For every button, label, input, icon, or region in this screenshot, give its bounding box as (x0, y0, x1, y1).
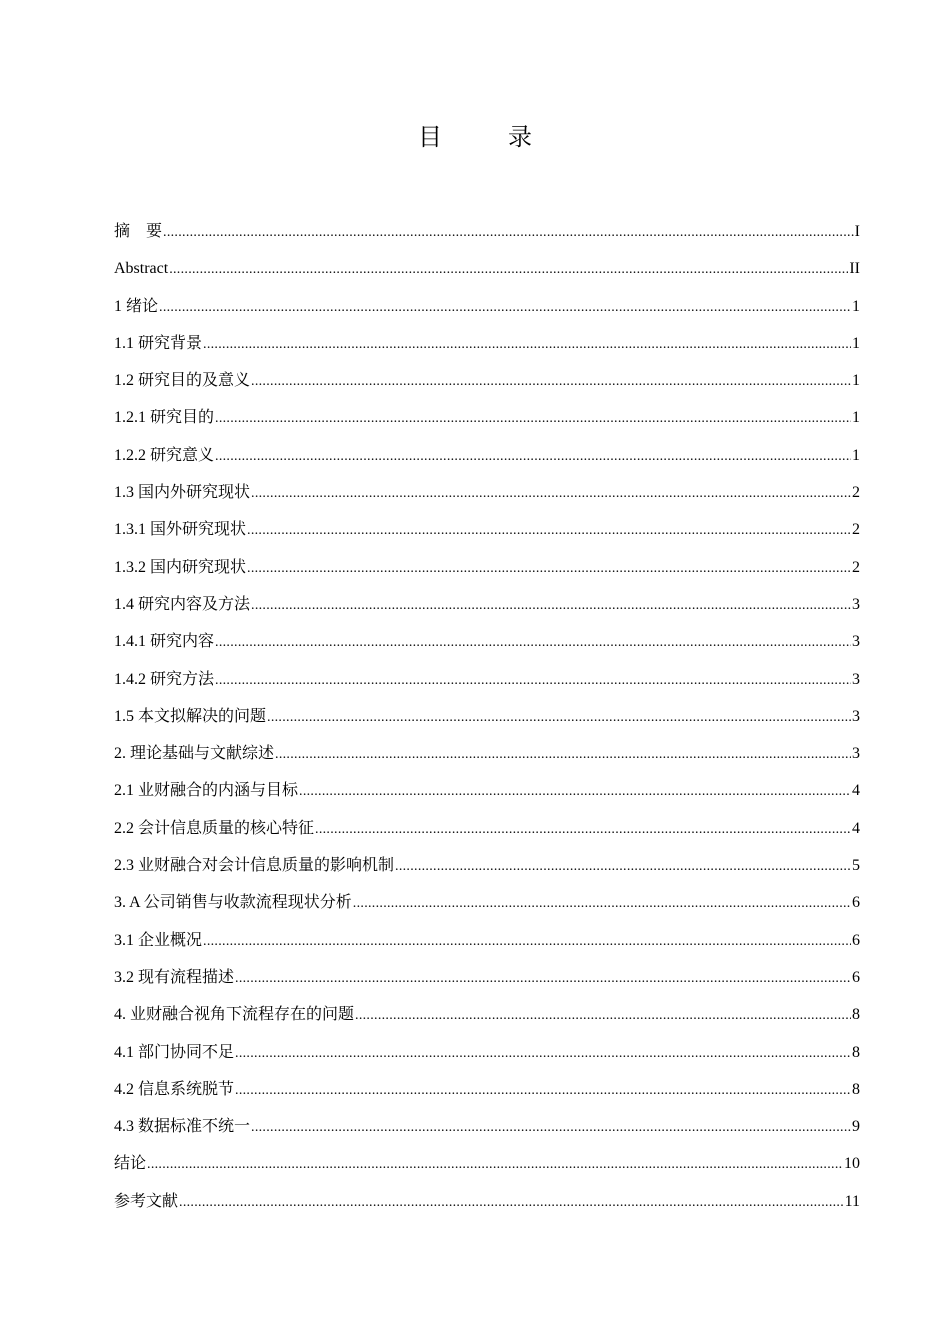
toc-entry-page-number: 6 (852, 894, 860, 912)
toc-entry[interactable] (114, 847, 860, 884)
toc-entry[interactable] (114, 959, 860, 996)
toc-entry[interactable] (114, 213, 860, 250)
toc-entry-page-number: 9 (852, 1118, 860, 1136)
toc-leader-dots (251, 362, 851, 400)
toc-entry-label: 4.2 信息系统脱节 (114, 1080, 235, 1098)
toc-entry-label: Abstract (114, 260, 169, 278)
toc-entry-page-number: 1 (852, 409, 860, 427)
toc-leader-dots (169, 250, 848, 288)
toc-entry-label: 2.2 会计信息质量的核心特征 (114, 819, 315, 837)
toc-entry[interactable] (114, 1183, 860, 1220)
toc-entry-label: 4.1 部门协同不足 (114, 1043, 235, 1061)
toc-entry-page-number: 3 (852, 745, 860, 763)
toc-leader-dots (215, 399, 851, 437)
toc-leader-dots (203, 922, 851, 960)
toc-entry-label: 1 绪论 (114, 297, 159, 315)
toc-entry[interactable] (114, 735, 860, 772)
toc-leader-dots (203, 325, 851, 363)
toc-entry[interactable] (114, 996, 860, 1033)
toc-entry-label: 参考文献 (114, 1192, 179, 1210)
toc-leader-dots (355, 996, 851, 1034)
toc-entry[interactable] (114, 549, 860, 586)
toc-entry-page-number: 3 (852, 595, 860, 613)
toc-entry-page-number: 8 (852, 1006, 860, 1024)
table-of-contents (114, 213, 860, 1220)
toc-entry-page-number: 5 (852, 857, 860, 875)
toc-entry-label: 1.2 研究目的及意义 (114, 372, 251, 390)
toc-leader-dots (267, 698, 851, 736)
toc-entry[interactable] (114, 698, 860, 735)
toc-entry-label: 2. 理论基础与文献综述 (114, 745, 275, 763)
toc-entry-label: 1.3.2 国内研究现状 (114, 558, 247, 576)
toc-entry-label: 结论 (114, 1155, 147, 1173)
toc-entry[interactable] (114, 1145, 860, 1182)
toc-entry[interactable] (114, 437, 860, 474)
toc-leader-dots (247, 511, 851, 549)
toc-entry[interactable] (114, 250, 860, 287)
toc-leader-dots (163, 213, 854, 251)
toc-entry-label: 1.4.2 研究方法 (114, 670, 215, 688)
toc-entry[interactable] (114, 288, 860, 325)
toc-leader-dots (251, 586, 851, 624)
toc-entry[interactable] (114, 1108, 860, 1145)
toc-leader-dots (247, 549, 851, 587)
toc-leader-dots (215, 623, 851, 661)
toc-entry-page-number: 11 (844, 1192, 860, 1210)
toc-leader-dots (215, 437, 851, 475)
toc-entry-label: 1.1 研究背景 (114, 334, 203, 352)
toc-entry-label: 1.2.2 研究意义 (114, 446, 215, 464)
toc-leader-dots (299, 772, 851, 810)
toc-entry[interactable] (114, 922, 860, 959)
toc-entry-label: 4. 业财融合视角下流程存在的问题 (114, 1006, 355, 1024)
toc-entry[interactable] (114, 586, 860, 623)
toc-leader-dots (235, 1034, 851, 1072)
toc-entry[interactable] (114, 362, 860, 399)
toc-leader-dots (215, 661, 851, 699)
toc-leader-dots (179, 1183, 844, 1221)
toc-entry-page-number: 1 (852, 446, 860, 464)
toc-entry[interactable] (114, 1034, 860, 1071)
toc-entry[interactable] (114, 399, 860, 436)
toc-entry[interactable] (114, 661, 860, 698)
toc-entry[interactable] (114, 772, 860, 809)
toc-entry-label: 4.3 数据标准不统一 (114, 1118, 251, 1136)
toc-entry-page-number: 3 (852, 670, 860, 688)
toc-entry-page-number: 4 (852, 782, 860, 800)
toc-leader-dots (395, 847, 851, 885)
toc-entry-label: 1.4 研究内容及方法 (114, 595, 251, 613)
toc-leader-dots (147, 1145, 843, 1183)
toc-leader-dots (315, 810, 851, 848)
toc-entry-page-number: 3 (852, 633, 860, 651)
page-title: 目 录 (418, 125, 562, 151)
toc-entry-page-number: 10 (844, 1155, 860, 1173)
toc-entry[interactable] (114, 511, 860, 548)
toc-entry-label: 2.1 业财融合的内涵与目标 (114, 782, 299, 800)
toc-entry-label: 3. A 公司销售与收款流程现状分析 (114, 894, 352, 912)
toc-entry-page-number: 1 (852, 297, 860, 315)
toc-entry-page-number: I (854, 223, 860, 240)
toc-entry-page-number: 6 (852, 931, 860, 949)
toc-entry[interactable] (114, 623, 860, 660)
toc-entry-page-number: 8 (852, 1043, 860, 1061)
toc-leader-dots (235, 1071, 851, 1109)
toc-leader-dots (275, 735, 851, 773)
toc-entry-page-number: 1 (852, 372, 860, 390)
toc-entry-page-number: 4 (852, 819, 860, 837)
toc-leader-dots (235, 959, 851, 997)
toc-entry[interactable] (114, 1071, 860, 1108)
toc-entry-label: 2.3 业财融合对会计信息质量的影响机制 (114, 857, 395, 875)
toc-leader-dots (353, 884, 851, 922)
toc-entry[interactable] (114, 325, 860, 362)
toc-entry-page-number: 2 (852, 558, 860, 576)
toc-entry-label: 1.4.1 研究内容 (114, 633, 215, 651)
toc-entry-page-number: 1 (852, 334, 860, 352)
toc-entry-label: 1.3 国内外研究现状 (114, 484, 251, 502)
toc-entry-page-number: II (849, 260, 860, 278)
toc-entry[interactable] (114, 884, 860, 921)
toc-entry-label: 1.3.1 国外研究现状 (114, 521, 247, 539)
toc-entry-page-number: 2 (852, 521, 860, 539)
toc-entry-page-number: 8 (852, 1080, 860, 1098)
toc-entry-label: 1.5 本文拟解决的问题 (114, 707, 267, 725)
toc-leader-dots (251, 1108, 851, 1146)
toc-entry-label: 3.1 企业概况 (114, 931, 203, 949)
toc-entry-label: 3.2 现有流程描述 (114, 968, 235, 986)
toc-entry-page-number: 2 (852, 484, 860, 502)
toc-entry[interactable] (114, 474, 860, 511)
toc-entry-label: 摘 要 (114, 223, 163, 240)
toc-entry-label: 1.2.1 研究目的 (114, 409, 215, 427)
toc-entry-page-number: 3 (852, 707, 860, 725)
toc-leader-dots (251, 474, 851, 512)
toc-leader-dots (159, 288, 851, 326)
toc-entry[interactable] (114, 810, 860, 847)
toc-entry-page-number: 6 (852, 968, 860, 986)
